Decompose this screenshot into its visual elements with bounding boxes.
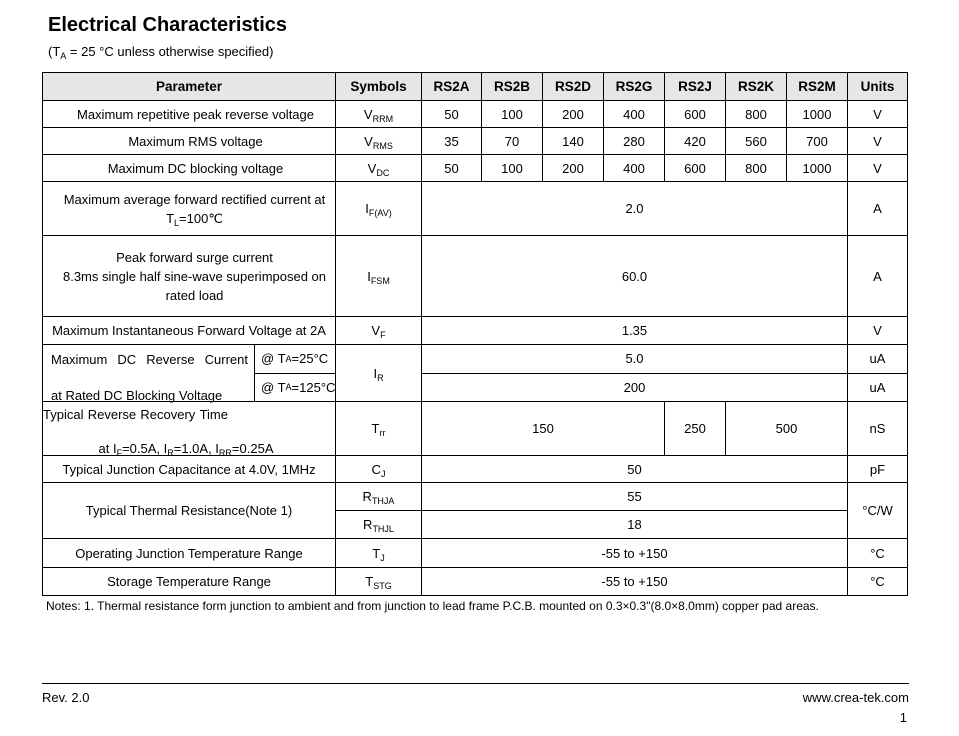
value-cell: 35: [422, 128, 482, 155]
value-cell: 100: [482, 155, 543, 182]
symbol-cell: $R_{THJA}$: [336, 483, 422, 511]
value-cell: 560: [726, 128, 787, 155]
unit-cell: A: [848, 236, 908, 317]
value-cell: 200: [543, 155, 604, 182]
value-cell: 200: [422, 373, 848, 402]
symbol-cell: $I_{F(AV)}$: [336, 182, 422, 236]
value-cell: 800: [726, 155, 787, 182]
unit-cell: V: [848, 128, 908, 155]
header-cell: RS2J: [665, 73, 726, 101]
value-cell: -55 to +150: [422, 539, 848, 568]
unit-cell: °C: [848, 539, 908, 568]
table-row: [43, 539, 908, 568]
header-cell: RS2B: [482, 73, 543, 101]
value-cell: 1000: [787, 101, 848, 128]
value-cell: 2.0: [422, 182, 848, 236]
footer-divider: [42, 683, 909, 684]
table-row: [43, 155, 908, 182]
value-cell: 600: [665, 101, 726, 128]
symbol-cell: $T_{rr}$: [336, 402, 422, 456]
symbol-cell: $I_R$: [336, 345, 422, 402]
website-link[interactable]: www.crea-tek.com: [802, 690, 909, 705]
value-cell: 55: [422, 483, 848, 511]
unit-cell: V: [848, 317, 908, 345]
condition-125c: @ T A =125°C: [261, 379, 336, 395]
table-row: [43, 456, 908, 483]
table-row: [43, 345, 908, 374]
value-cell: 1000: [787, 155, 848, 182]
header-cell: Parameter: [43, 73, 336, 101]
value-cell: -55 to +150: [422, 568, 848, 596]
header-cell: RS2G: [604, 73, 665, 101]
value-cell: 50: [422, 456, 848, 483]
unit-cell: uA: [848, 373, 908, 402]
param-cell: Typical Reverse Recovery Time at $I_F=0.5A$, $I_R=1.0A$, $I_{RR}=0.25A$: [43, 402, 336, 456]
table-row: [43, 101, 908, 128]
value-cell: 400: [604, 101, 665, 128]
symbol-cell: $V_F$: [336, 317, 422, 345]
page-number: 1: [899, 710, 907, 725]
value-cell: 50: [422, 155, 482, 182]
param-cell: Typical Junction Capacitance at 4.0V, 1MHz: [43, 456, 336, 483]
unit-cell: A: [848, 182, 908, 236]
value-cell: 420: [665, 128, 726, 155]
value-cell: 400: [604, 155, 665, 182]
header-cell: RS2D: [543, 73, 604, 101]
header-cell: Symbols: [336, 73, 422, 101]
value-cell: 1.35: [422, 317, 848, 345]
symbol-cell: $T_J$: [336, 539, 422, 568]
value-cell: 100: [482, 101, 543, 128]
value-cell: 800: [726, 101, 787, 128]
value-cell: 18: [422, 511, 848, 539]
param-cell: Maximum DC Reverse Current at Rated DC Blocking Voltage @ T A =25°C @ T A =125°C: [43, 345, 336, 402]
symbol-cell: $R_{THJL}$: [336, 511, 422, 539]
value-cell: 60.0: [422, 236, 848, 317]
value-cell: 150: [422, 402, 665, 456]
unit-cell: V: [848, 101, 908, 128]
page-title: Electrical Characteristics: [48, 14, 288, 36]
table-row: [43, 128, 908, 155]
table-row: [43, 182, 908, 236]
table-row: [43, 402, 908, 456]
symbol-cell: $I_{FSM}$: [336, 236, 422, 317]
unit-cell: nS: [848, 402, 908, 456]
param-cell: Maximum RMS voltage: [43, 128, 336, 155]
electrical-characteristics-table: [42, 72, 908, 596]
value-cell: 280: [604, 128, 665, 155]
header-cell: RS2M: [787, 73, 848, 101]
param-cell: Maximum repetitive peak reverse voltage: [43, 101, 336, 128]
value-cell: 50: [422, 101, 482, 128]
conditions-subtitle: ($T_A = 25$ °C unless otherwise specified): [48, 44, 274, 61]
param-cell: Maximum DC blocking voltage: [43, 155, 336, 182]
symbol-cell: $V_{RRM}$: [336, 101, 422, 128]
value-cell: 500: [726, 402, 848, 456]
unit-cell: V: [848, 155, 908, 182]
table-row: [43, 483, 908, 511]
header-cell: RS2K: [726, 73, 787, 101]
value-cell: 700: [787, 128, 848, 155]
value-cell: 70: [482, 128, 543, 155]
unit-cell: °C: [848, 568, 908, 596]
header-row: [43, 73, 908, 101]
notes: Notes: 1. Thermal resistance form junction to ambient and from junction to lead frame P.C.B. mounted on 0.3×0.3"(8.0×8.0mm) copper pad areas.: [46, 599, 819, 613]
table-row: [43, 568, 908, 596]
symbol-cell: $V_{RMS}$: [336, 128, 422, 155]
param-cell: Storage Temperature Range: [43, 568, 336, 596]
value-cell: 250: [665, 402, 726, 456]
unit-cell: uA: [848, 345, 908, 374]
param-cell: Operating Junction Temperature Range: [43, 539, 336, 568]
param-cell: Maximum average forward rectified current at $T_L=100℃$: [43, 182, 336, 236]
value-cell: 5.0: [422, 345, 848, 374]
value-cell: 200: [543, 101, 604, 128]
table-row: [43, 236, 908, 317]
symbol-cell: $V_{DC}$: [336, 155, 422, 182]
param-cell: Maximum Instantaneous Forward Voltage at 2A: [43, 317, 336, 345]
value-cell: 600: [665, 155, 726, 182]
value-cell: 140: [543, 128, 604, 155]
condition-25c: @ T A =25°C: [255, 345, 335, 374]
table-row: [43, 317, 908, 345]
unit-cell: °C/W: [848, 483, 908, 539]
header-cell: RS2A: [422, 73, 482, 101]
symbol-cell: $C_J$: [336, 456, 422, 483]
param-cell: Typical Thermal Resistance(Note 1): [43, 483, 336, 539]
param-cell: Peak forward surge current 8.3ms single half sine-wave superimposed on rated load: [43, 236, 336, 317]
header-cell: Units: [848, 73, 908, 101]
unit-cell: pF: [848, 456, 908, 483]
symbol-cell: $T_{STG}$: [336, 568, 422, 596]
revision-label: Rev. 2.0: [42, 690, 90, 705]
